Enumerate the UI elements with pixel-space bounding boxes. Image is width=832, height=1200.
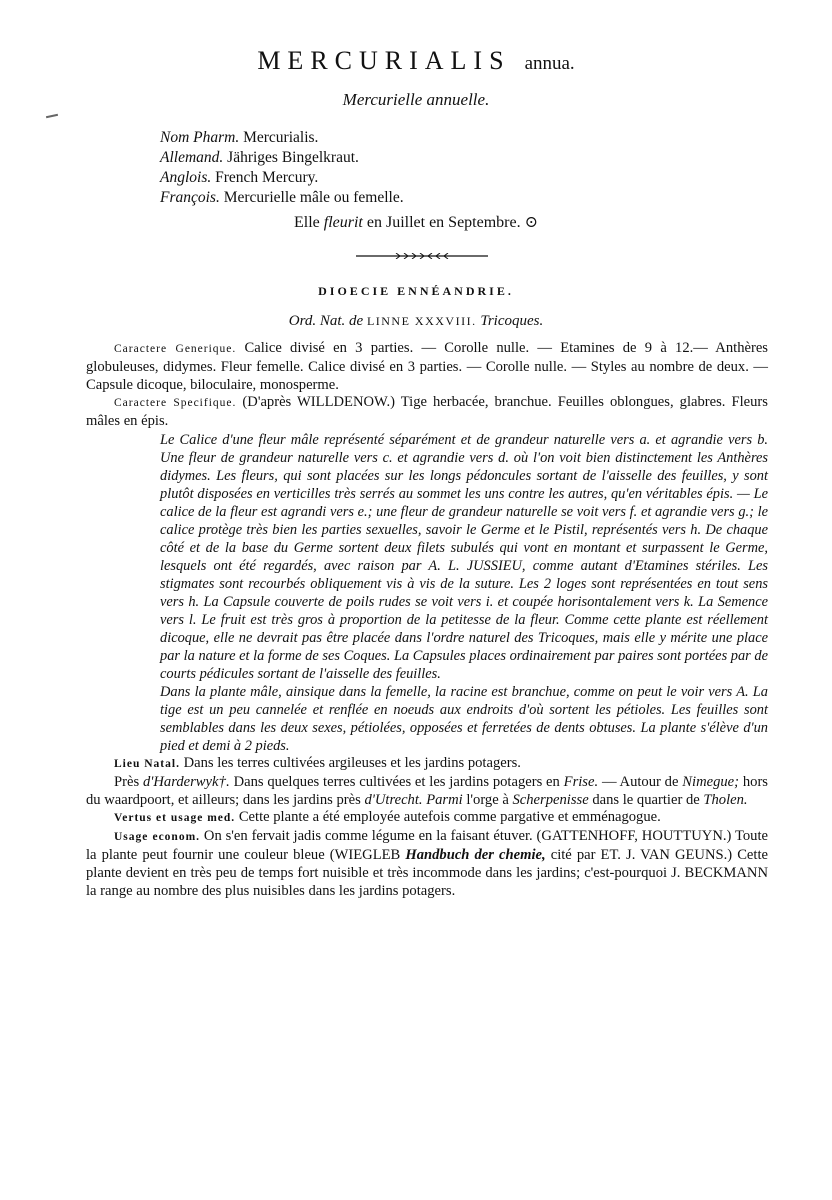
habitat-a: Dans quelques terres cultivées et les jardins potagers en (233, 773, 560, 790)
natural-order (0, 313, 832, 330)
specific-character (86, 394, 768, 431)
generic-label: Caractere Generique. (114, 343, 237, 355)
native-habitat (86, 755, 768, 774)
place-frise: Frise. (563, 773, 599, 790)
ornament-rule (356, 253, 488, 259)
specific-label: Caractere Specifique. (114, 397, 237, 410)
virtues-label: Vertus et usage med. (114, 812, 236, 825)
common-names (160, 128, 404, 208)
order-linne: LINNE XXXVIII. (366, 314, 477, 328)
title-species: annua. (524, 53, 575, 74)
habitat-d: l'orge à (466, 791, 509, 808)
name-label: Nom Pharm. (160, 129, 240, 146)
place-utrecht: d'Utrecht. (364, 791, 423, 808)
name-row (160, 168, 404, 188)
main-text (86, 340, 768, 900)
name-value: Jähriges Bingelkraut. (227, 149, 359, 166)
flowering-verb: fleurit (323, 214, 363, 231)
usage-text-a: On s'en fervait jadis comme légume en la faisant étuver. (GATTENHOFF, HOUTTUYN.) Toute la plante peut fournir une couleur bleue (WIEGLEB (86, 828, 768, 863)
flowering-line (0, 212, 832, 232)
medical-virtues (86, 809, 768, 828)
usage-label: Usage econom. (114, 831, 201, 844)
usage-book: Handbuch der chemie, (405, 846, 546, 863)
place-scherpenisse: Scherpenisse (512, 791, 589, 808)
description-male: Dans la plante mâle, ainsique dans la femelle, la racine est branchue, comme on peut le voir vers A. La tige est un peu cannelée et renflée en noeuds aux endroits d'où sortent les pétioles. Les feuilles sont semblables dans les deux sexes, pétiolées, opposées et ferretées de dents obtuses. La plante s'élève d'un pied et demi à 2 pieds. (160, 683, 768, 754)
name-label: François. (160, 189, 220, 206)
margin-mark (46, 114, 58, 118)
page-title (0, 46, 832, 76)
specific-text: (D'après WILLDENOW.) Tige herbacée, branchue. Feuilles oblongues, glabres. Fleurs mâles en épis. (86, 394, 768, 430)
order-family: Tricoques. (480, 313, 544, 329)
name-value: Mercurielle mâle ou femelle. (223, 189, 404, 206)
name-row (160, 188, 404, 208)
habitat-parmi: Parmi (426, 791, 463, 808)
name-row (160, 148, 404, 168)
name-value: Mercurialis. (243, 129, 319, 146)
place-nimegue: Nimegue; (682, 773, 740, 790)
title-genus: MERCURIALIS (257, 46, 511, 75)
annual-symbol-icon: ⊙ (524, 214, 538, 231)
economic-usage (86, 828, 768, 900)
name-label: Allemand. (160, 149, 224, 166)
linnaean-class: DIOECIE ENNÉANDRIE. (318, 284, 514, 298)
usage-text-b: cité par ET. J. VAN GEUNS.) Cette plante devient en très peu de temps fort nuisible et très incommode dans les jardins; c'est-pourquoi J. BECKMANN la range au nombre des plus nuisibles dans les jardins potagers. (86, 846, 768, 899)
habitat-c: hors du waardpoort, et ailleurs; dans les jardins près (86, 773, 768, 808)
flowering-after: en Juillet en Septembre. (366, 214, 521, 231)
name-row (160, 128, 404, 148)
habitat-e: dans le quartier de (592, 791, 700, 808)
virtues-text: Cette plante a été employée autefois comme pargative et emménagogue. (238, 809, 661, 826)
habitat-b: — Autour de (601, 773, 679, 790)
flowering-before: Elle (293, 214, 320, 231)
place-harderwyk: d'Harderwyk†. (142, 773, 230, 790)
description-female: Le Calice d'une fleur mâle représenté séparément et de grandeur naturelle vers a. et agrandie vers b. Une fleur de grandeur naturelle vers c. et agrandie vers d. où l'on voit bien distinctement les Anthères didymes. Les fleurs, qui sont placées sur les longs pédoncules sortant de l'aisselle des feuilles, y sont plutôt disposées en verticilles très serrés au sommet les uns contre les autres, qu'en véritables épis. — Le calice de la fleur est agrandi vers e.; une fleur de grandeur naturelle se voit vers f. et agrandie vers g.; le calice protège très bien les parties sexuelles, savoir le Germe et le Pistil, représentés vers h. De chaque côté et de la base du Germe sortent deux filets subulés qui vont en montant et surpassent le Germe, lesquels ont été regardés, avec raison par A. L. JUSSIEU, comme autant d'Etamines stériles. Les stigmates sont recourbés obliquement vis à vis de la suture. Les 2 loges sont représentées en tout sens vers h. La Capsule couverte de poils rudes se voit vers i. et coupée horisontalement vers k. La Semence vers l. Le fruit est très gros à proportion de la petitesse de la fleur. Comme cette plante est réellement dicoque, elle ne devrait pas être placée dans l'ordre naturel des Tricoques, mais elle y mérite une place par la nature et la forme de ses Coques. La Capsules places ordinairement par paires sont portées par de courts pédicules sortant de l'aisselle des feuilles. (160, 431, 768, 682)
order-prefix: Ord. Nat. de (288, 313, 364, 329)
place-tholen: Tholen. (703, 791, 748, 808)
generic-text: Calice divisé en 3 parties. — Corolle nulle. — Etamines de 9 à 12.— Anthères globuleuses, didymes. Fleur femelle. Calice divisé en 3 parties. — Corolle nulle. — Styles au nombre de deux. — Capsule dicoque, biloculaire, monosperme. (86, 340, 768, 393)
name-value: French Mercury. (215, 169, 319, 186)
page-subtitle: Mercurielle annuelle. (342, 90, 490, 109)
generic-character (86, 340, 768, 394)
habitat-text: Dans les terres cultivées argileuses et les jardins potagers. (183, 754, 521, 771)
habitat-label: Lieu Natal. (114, 757, 180, 770)
name-label: Anglois. (160, 169, 212, 186)
local-habitat (86, 774, 768, 810)
habitat-pre: Près (114, 773, 140, 790)
